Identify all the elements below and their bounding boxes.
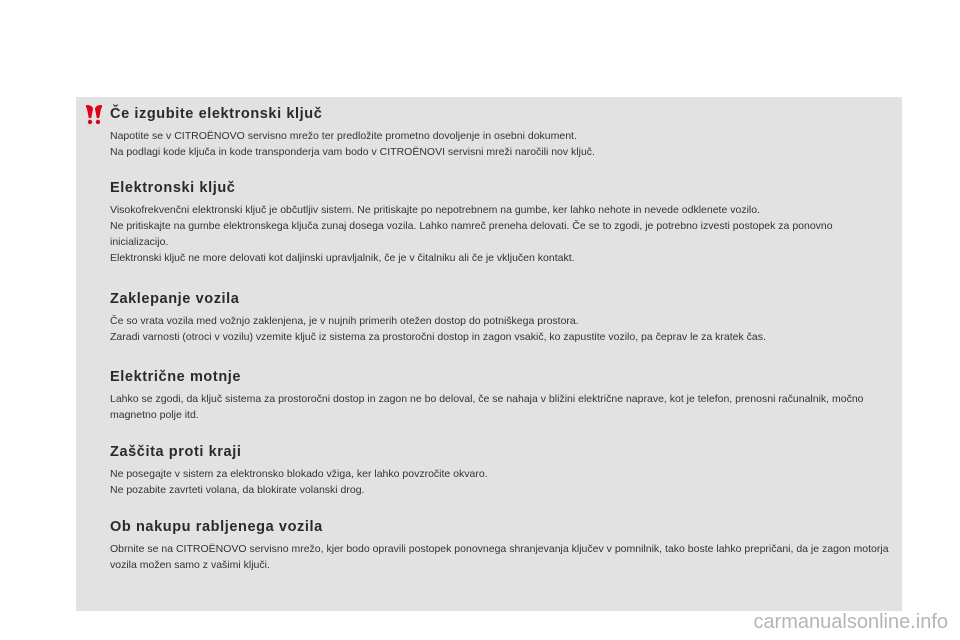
body-line: Visokofrekvenčni elektronski ključ je občutljiv sistem. Ne pritiskajte po nepotrebnem na gumbe, ker lahko nehote in nevede odklenete vozilo. xyxy=(110,204,760,216)
body-line: Elektronski ključ ne more delovati kot daljinski upravljalnik, če je v čitalniku ali če je vključen kontakt. xyxy=(110,252,575,264)
section-lost-key xyxy=(110,105,890,160)
section-title: Zaklepanje vozila xyxy=(110,291,240,307)
section-title: Ob nakupu rabljenega vozila xyxy=(110,519,323,535)
body-line: Na podlagi kode ključa in kode transponderja vam bodo v CITROËNOVI servisni mreži naročili nov ključ. xyxy=(110,146,595,158)
body-line: Ne pozabite zavrteti volana, da blokirate volanski drog. xyxy=(110,484,365,496)
body-line: Lahko se zgodi, da ključ sistema za prostoročni dostop in zagon ne bo deloval, če se nahaja v bližini električne naprave, kot je telefon, prenosni računalnik, močno magnetno polje itd. xyxy=(110,393,864,421)
section-title: Zaščita proti kraji xyxy=(110,444,242,460)
section-title: Elektronski ključ xyxy=(110,180,236,196)
body-line: Ne pritiskajte na gumbe elektronskega ključa zunaj dosega vozila. Lahko namreč preneha delovati. Če se to zgodi, je potrebno izvesti postopek za ponovno inicializacijo. xyxy=(110,220,833,248)
section-electrical-interference xyxy=(110,368,890,423)
section-body xyxy=(110,466,890,498)
warning-icon xyxy=(83,104,105,126)
section-body xyxy=(110,128,890,160)
section-body xyxy=(110,541,890,573)
body-line: Če so vrata vozila med vožnjo zaklenjena, je v nujnih primerih otežen dostop do potniškega prostora. xyxy=(110,315,579,327)
body-line: Obrnite se na CITROËNOVO servisno mrežo, kjer bodo opravili postopek ponovnega shranjevanja ključev v pomnilnik, tako boste lahko prepričani, da je zagon motorja vozila možen samo z vašimi ključi. xyxy=(110,543,889,571)
section-body xyxy=(110,202,890,266)
body-line: Zaradi varnosti (otroci v vozilu) vzemite ključ iz sistema za prostoročni dostop in zagon vsakič, ko zapustite vozilo, pa čeprav le za kratek čas. xyxy=(110,331,766,343)
manual-content xyxy=(110,100,890,573)
body-line: Ne posegajte v sistem za elektronsko blokado vžiga, ker lahko povzročite okvaro. xyxy=(110,468,488,480)
section-anti-theft xyxy=(110,443,890,498)
section-vehicle-locking xyxy=(110,290,890,345)
section-title: Če izgubite elektronski ključ xyxy=(110,106,323,122)
watermark: carmanualsonline.info xyxy=(753,611,948,633)
section-body xyxy=(110,391,890,423)
section-title: Električne motnje xyxy=(110,369,242,385)
section-used-vehicle xyxy=(110,518,890,573)
section-body xyxy=(110,313,890,345)
section-electronic-key xyxy=(110,179,890,266)
body-line: Napotite se v CITROËNOVO servisno mrežo ter predložite prometno dovoljenje in osebni dokument. xyxy=(110,130,577,142)
